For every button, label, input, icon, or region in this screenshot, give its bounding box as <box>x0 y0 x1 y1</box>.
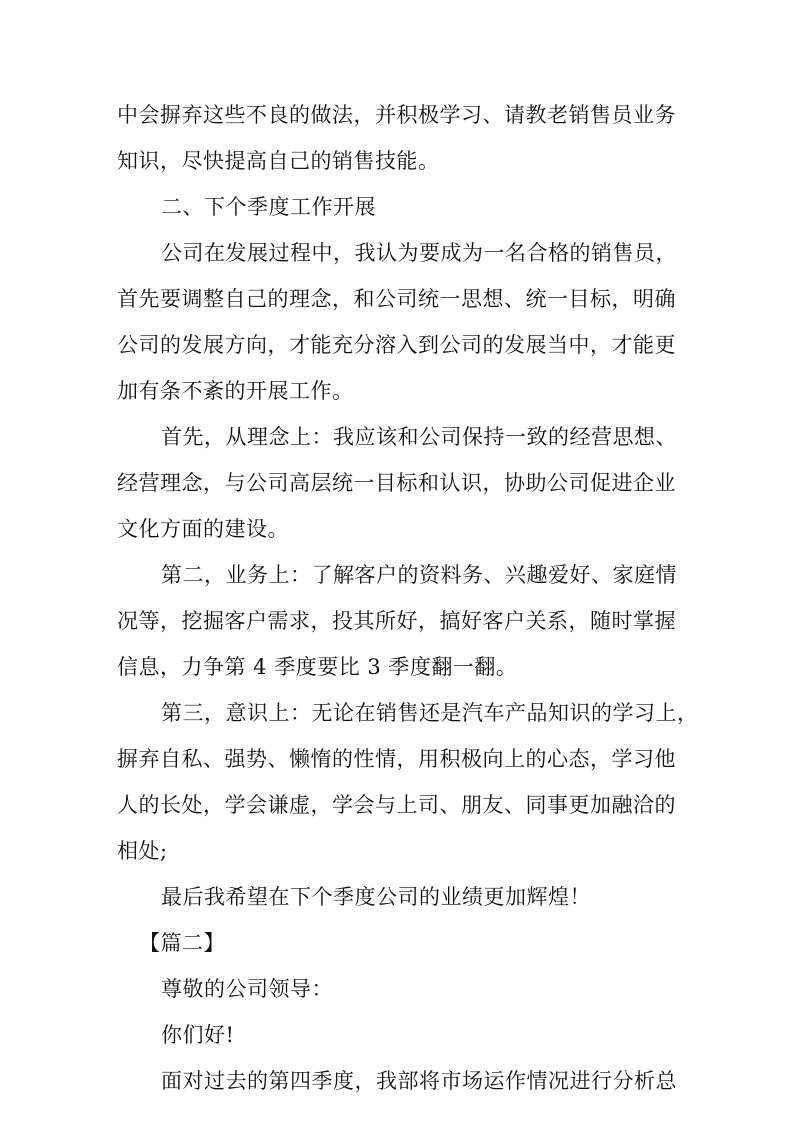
text-line: 最后我希望在下个季度公司的业绩更加辉煌！ <box>161 885 591 909</box>
greeting: 你们好! <box>161 1023 235 1047</box>
text-line: 知识，尽快提高自己的销售技能。 <box>117 149 440 173</box>
text-line: 公司的发展方向，才能充分溶入到公司的发展当中，才能更 <box>117 333 676 357</box>
text-line: 面对过去的第四季度，我部将市场运作情况进行分析总 <box>161 1069 677 1093</box>
text-line: 公司在发展过程中，我认为要成为一名合格的销售员， <box>161 241 677 265</box>
text-line: 信息，力争第 4 季度要比 3 季度翻一翻。 <box>117 655 518 679</box>
text-line: 文化方面的建设。 <box>117 517 289 541</box>
article-title: 【篇二】 <box>139 931 225 955</box>
text-line: 经营理念，与公司高层统一目标和认识，协助公司促进企业 <box>117 471 676 495</box>
text-line: 第三，意识上：无论在销售还是汽车产品知识的学习上， <box>161 701 699 725</box>
text-line: 首先，从理念上：我应该和公司保持一致的经营思想、 <box>161 425 677 449</box>
text-line: 相处; <box>117 839 168 863</box>
text-line: 人的长处，学会谦虚，学会与上司、朋友、同事更加融洽的 <box>117 793 676 817</box>
text-line: 第二，业务上：了解客户的资料务、兴趣爱好、家庭情 <box>161 563 677 587</box>
document-body <box>117 92 699 1104</box>
text-line: 摒弃自私、强势、懒惰的性情，用积极向上的心态，学习他 <box>117 747 676 771</box>
text-line: 首先要调整自己的理念，和公司统一思想、统一目标，明确 <box>117 287 676 311</box>
text-line: 中会摒弃这些不良的做法，并积极学习、请教老销售员业务 <box>117 103 676 127</box>
section-heading: 二、下个季度工作开展 <box>161 195 376 219</box>
salutation: 尊敬的公司领导： <box>161 977 333 1001</box>
text-line: 况等，挖掘客户需求，投其所好，搞好客户关系，随时掌握 <box>117 609 676 633</box>
text-line: 加有条不紊的开展工作。 <box>117 379 354 403</box>
